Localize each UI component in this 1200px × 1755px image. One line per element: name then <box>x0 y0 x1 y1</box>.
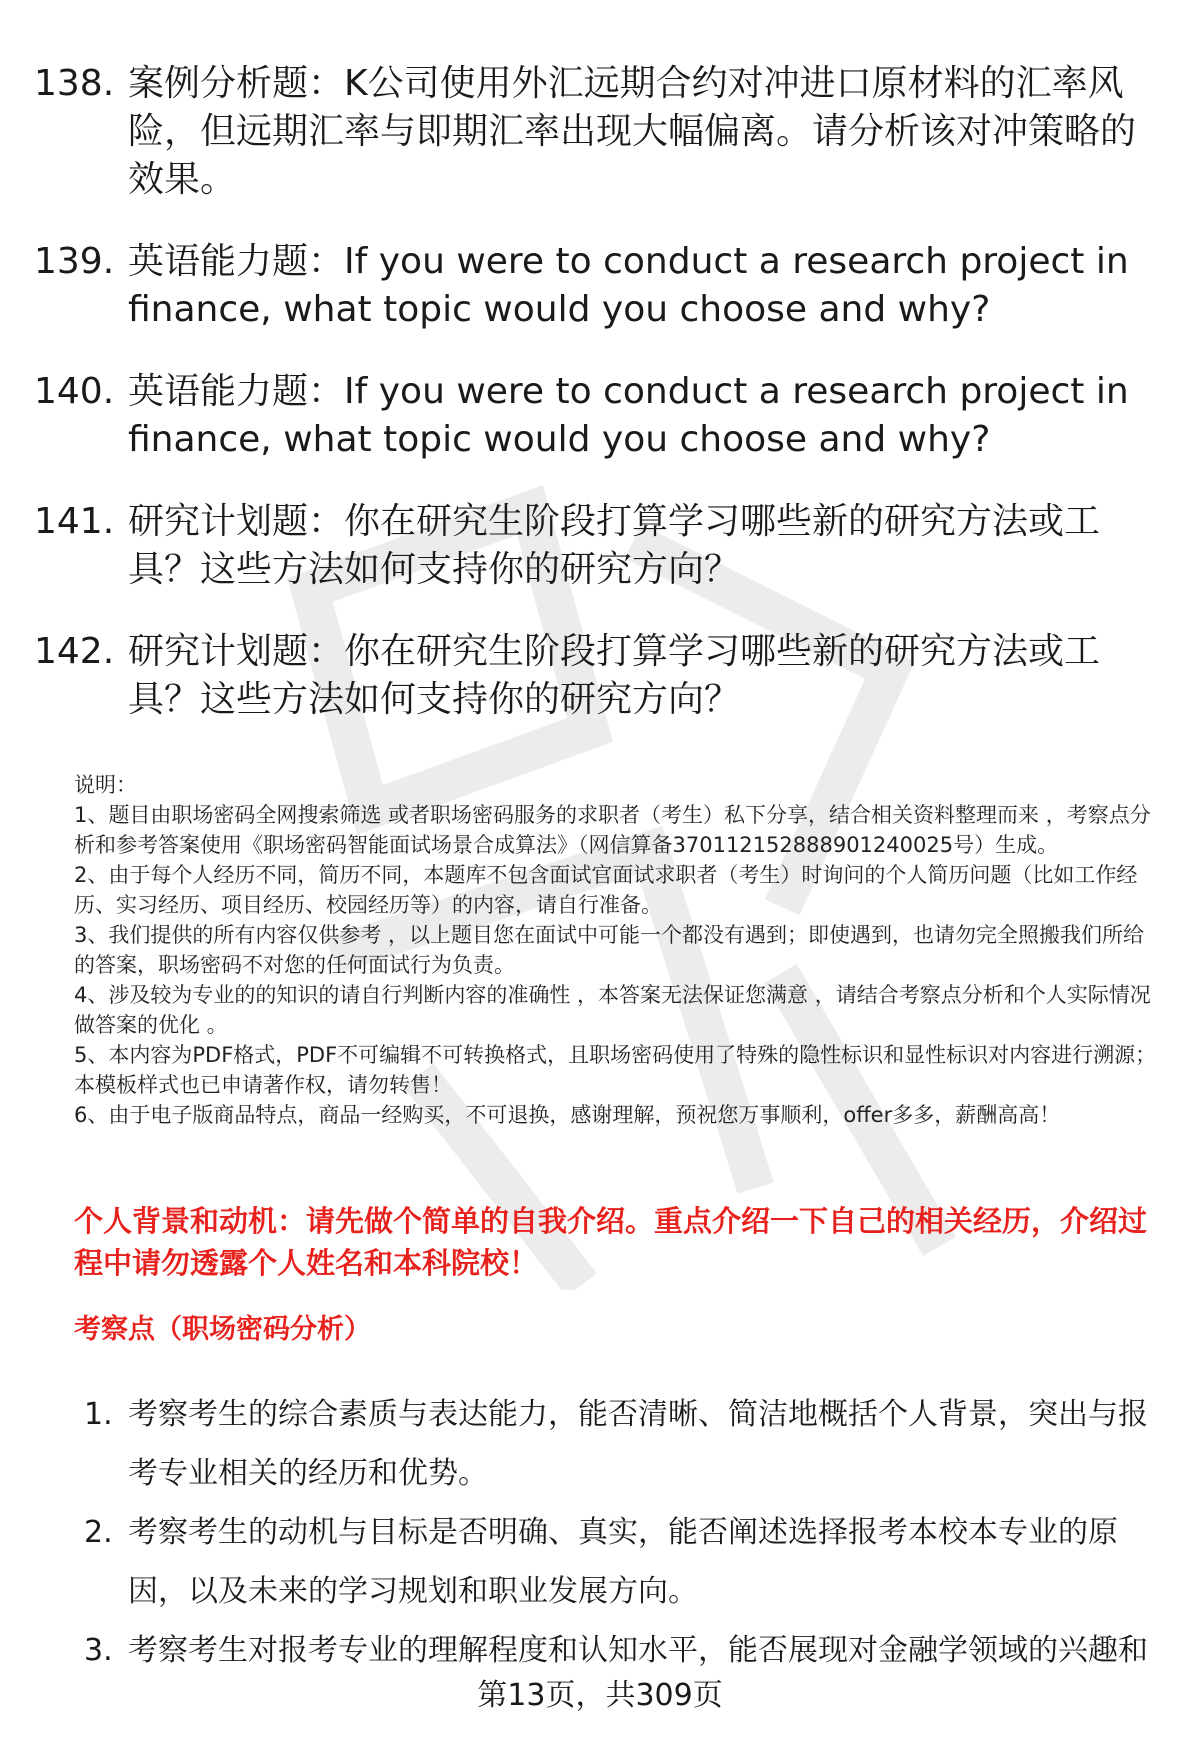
question-text: 英语能力题：If you were to conduct a research project in finance, what topic would you choose and why? <box>128 371 1129 460</box>
question-text: 研究计划题：你在研究生阶段打算学习哪些新的研究方法或工具？这些方法如何支持你的研究方向？ <box>128 501 1101 590</box>
note-item: 3、我们提供的所有内容仅供参考 ，以上题目您在面试中可能一个都没有遇到；即使遇到，也请勿完全照搬我们所给的答案，职场密码不对您的任何面试行为负责。 <box>74 923 1145 977</box>
point-number: 1. <box>84 1397 113 1432</box>
note-item: 6、由于电子版商品特点，商品一经购买，不可退换，感谢理解，预祝您万事顺利，offer多多，薪酬高高！ <box>74 1103 1061 1127</box>
question-item <box>34 60 1154 204</box>
note-item: 5、本内容为PDF格式，PDF不可编辑不可转换格式，且职场密码使用了特殊的隐性标识和显性标识对内容进行溯源；本模板样式也已申请著作权，请勿转售！ <box>74 1043 1157 1097</box>
question-item <box>34 238 1154 334</box>
question-number: 140. <box>34 371 115 412</box>
page-footer: 第13页，共309页 <box>477 1678 723 1713</box>
question-text: 案例分析题：K公司使用外汇远期合约对冲进口原材料的汇率风险，但远期汇率与即期汇率出现大幅偏离。请分析该对冲策略的效果。 <box>128 63 1137 200</box>
analysis-point-list <box>84 1385 1164 1680</box>
point-text: 考察考生的综合素质与表达能力，能否清晰、简洁地概括个人背景，突出与报考专业相关的经历和优势。 <box>128 1397 1148 1491</box>
point-number: 2. <box>84 1515 113 1550</box>
point-text: 考察考生的动机与目标是否明确、真实，能否阐述选择报考本校本专业的原因，以及未来的学习规划和职业发展方向。 <box>128 1515 1118 1609</box>
analysis-point <box>84 1385 1164 1503</box>
note-item: 4、涉及较为专业的的知识的请自行判断内容的准确性 ，本答案无法保证您满意 ，请结合考察点分析和个人实际情况做答案的优化 。 <box>74 983 1151 1037</box>
point-number: 3. <box>84 1633 113 1668</box>
section-subheading: 考察点（职场密码分析） <box>74 1314 371 1345</box>
question-item <box>34 628 1154 724</box>
notes-block <box>74 770 1164 1130</box>
question-text: 研究计划题：你在研究生阶段打算学习哪些新的研究方法或工具？这些方法如何支持你的研究方向？ <box>128 631 1101 720</box>
analysis-point <box>84 1503 1164 1621</box>
question-item <box>34 498 1154 594</box>
question-list <box>34 60 1154 758</box>
question-item <box>34 368 1154 464</box>
question-number: 142. <box>34 631 115 672</box>
section-heading: 个人背景和动机：请先做个简单的自我介绍。重点介绍一下自己的相关经历，介绍过程中请勿透露个人姓名和本科院校！ <box>74 1204 1148 1280</box>
question-number: 139. <box>34 241 115 282</box>
question-text: 英语能力题：If you were to conduct a research project in finance, what topic would you choose and why? <box>128 241 1129 330</box>
point-text: 考察考生对报考专业的理解程度和认知水平，能否展现对金融学领域的兴趣和 <box>128 1633 1148 1668</box>
analysis-point <box>84 1621 1164 1680</box>
notes-title: 说明： <box>74 773 137 797</box>
question-number: 141. <box>34 501 115 542</box>
note-item: 2、由于每个人经历不同，简历不同，本题库不包含面试官面试求职者（考生）时询问的个人简历问题（比如工作经历、实习经历、项目经历、校园经历等）的内容，请自行准备。 <box>74 863 1138 917</box>
note-item: 1、题目由职场密码全网搜索筛选 或者职场密码服务的求职者（考生）私下分享，结合相关资料整理而来 ，考察点分析和参考答案使用《职场密码智能面试场景合成算法》（网信算备370112152888901240025号）生成。 <box>74 803 1151 857</box>
question-number: 138. <box>34 63 115 104</box>
